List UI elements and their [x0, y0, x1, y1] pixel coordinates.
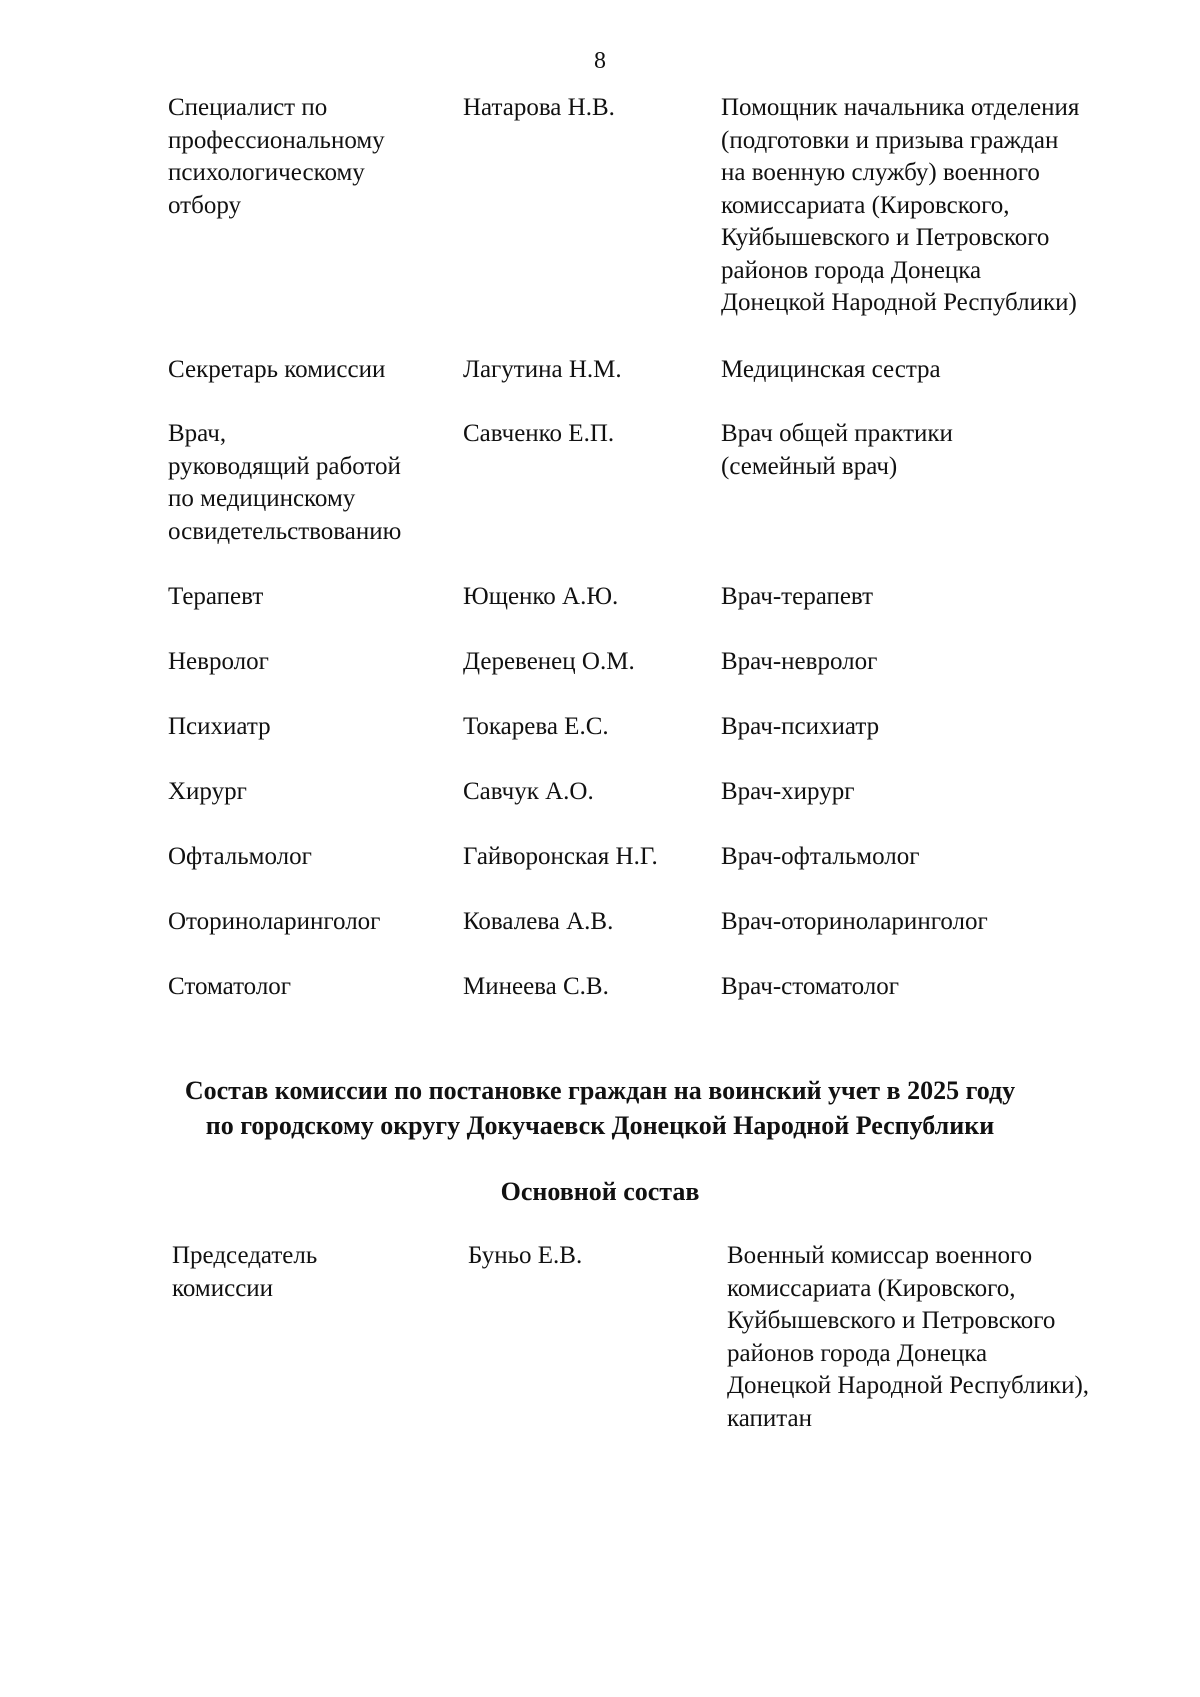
- member-name: Токарева Е.С.: [463, 713, 609, 740]
- member-position: Врач-терапевт: [721, 583, 874, 610]
- main-members-table: [0, 1240, 1200, 1440]
- member-name: Савчук А.О.: [463, 778, 594, 805]
- member-role: Терапевт: [168, 583, 264, 610]
- section-heading: Состав комиссии по постановке граждан на воинский учет в 2025 году по городскому округу Докучаевск Донецкой Народной Республики: [184, 1076, 1016, 1140]
- member-position: Врач-оториноларинголог: [721, 908, 988, 935]
- member-role: Врач, руководящий работой по медицинскому освидетельствованию: [168, 420, 402, 545]
- member-role: Офтальмолог: [168, 843, 312, 870]
- member-name: Лагутина Н.М.: [463, 356, 622, 383]
- member-name: Деревенец О.М.: [463, 648, 635, 675]
- member-position: Врач-невролог: [721, 648, 878, 675]
- member-position: Врач-психиатр: [721, 713, 880, 740]
- member-position: Врач-хирург: [721, 778, 855, 805]
- member-name: Буньо Е.В.: [468, 1242, 583, 1269]
- table-row: [0, 906, 1200, 971]
- member-position: Военный комиссар военного комиссариата (Кировского, Куйбышевского и Петровского районов города Донецка Донецкой Народной Республики), капитан: [727, 1242, 1090, 1432]
- member-name: Савченко Е.П.: [463, 420, 615, 447]
- member-position: Медицинская сестра: [721, 356, 941, 383]
- member-position: Помощник начальника отделения (подготовки и призыва граждан на военную службу) военного комиссариата (Кировского, Куйбышевского и Петровского районов города Донецка Донецкой Народной Республики): [721, 94, 1080, 316]
- member-name: Натарова Н.В.: [463, 94, 615, 121]
- page-number: 8: [594, 48, 606, 74]
- table-row: [0, 711, 1200, 776]
- member-role: Секретарь комиссии: [168, 356, 386, 383]
- table-row: [0, 841, 1200, 906]
- table-row: [0, 776, 1200, 841]
- table-row: [0, 646, 1200, 711]
- member-name: Ющенко А.Ю.: [463, 583, 619, 610]
- table-row: [0, 581, 1200, 646]
- member-role: Оториноларинголог: [168, 908, 381, 935]
- member-role: Стоматолог: [168, 973, 292, 1000]
- member-role: Председатель комиссии: [172, 1242, 318, 1302]
- member-role: Специалист по профессиональному психологическому отбору: [168, 94, 385, 219]
- table-row: [0, 354, 1200, 418]
- members-table: [0, 92, 1200, 1036]
- member-position: Врач-офтальмолог: [721, 843, 920, 870]
- member-name: Ковалева А.В.: [463, 908, 614, 935]
- member-position: Врач-стоматолог: [721, 973, 899, 1000]
- section-subheading: Основной состав: [500, 1177, 700, 1206]
- member-role: Психиатр: [168, 713, 271, 740]
- member-position: Врач общей практики (семейный врач): [721, 420, 953, 480]
- table-row: [0, 92, 1200, 354]
- table-row: [0, 971, 1200, 1036]
- member-role: Невролог: [168, 648, 269, 675]
- member-role: Хирург: [168, 778, 247, 805]
- member-name: Минеева С.В.: [463, 973, 609, 1000]
- member-name: Гайворонская Н.Г.: [463, 843, 658, 870]
- table-row: [0, 1240, 1200, 1440]
- table-row: [0, 418, 1200, 581]
